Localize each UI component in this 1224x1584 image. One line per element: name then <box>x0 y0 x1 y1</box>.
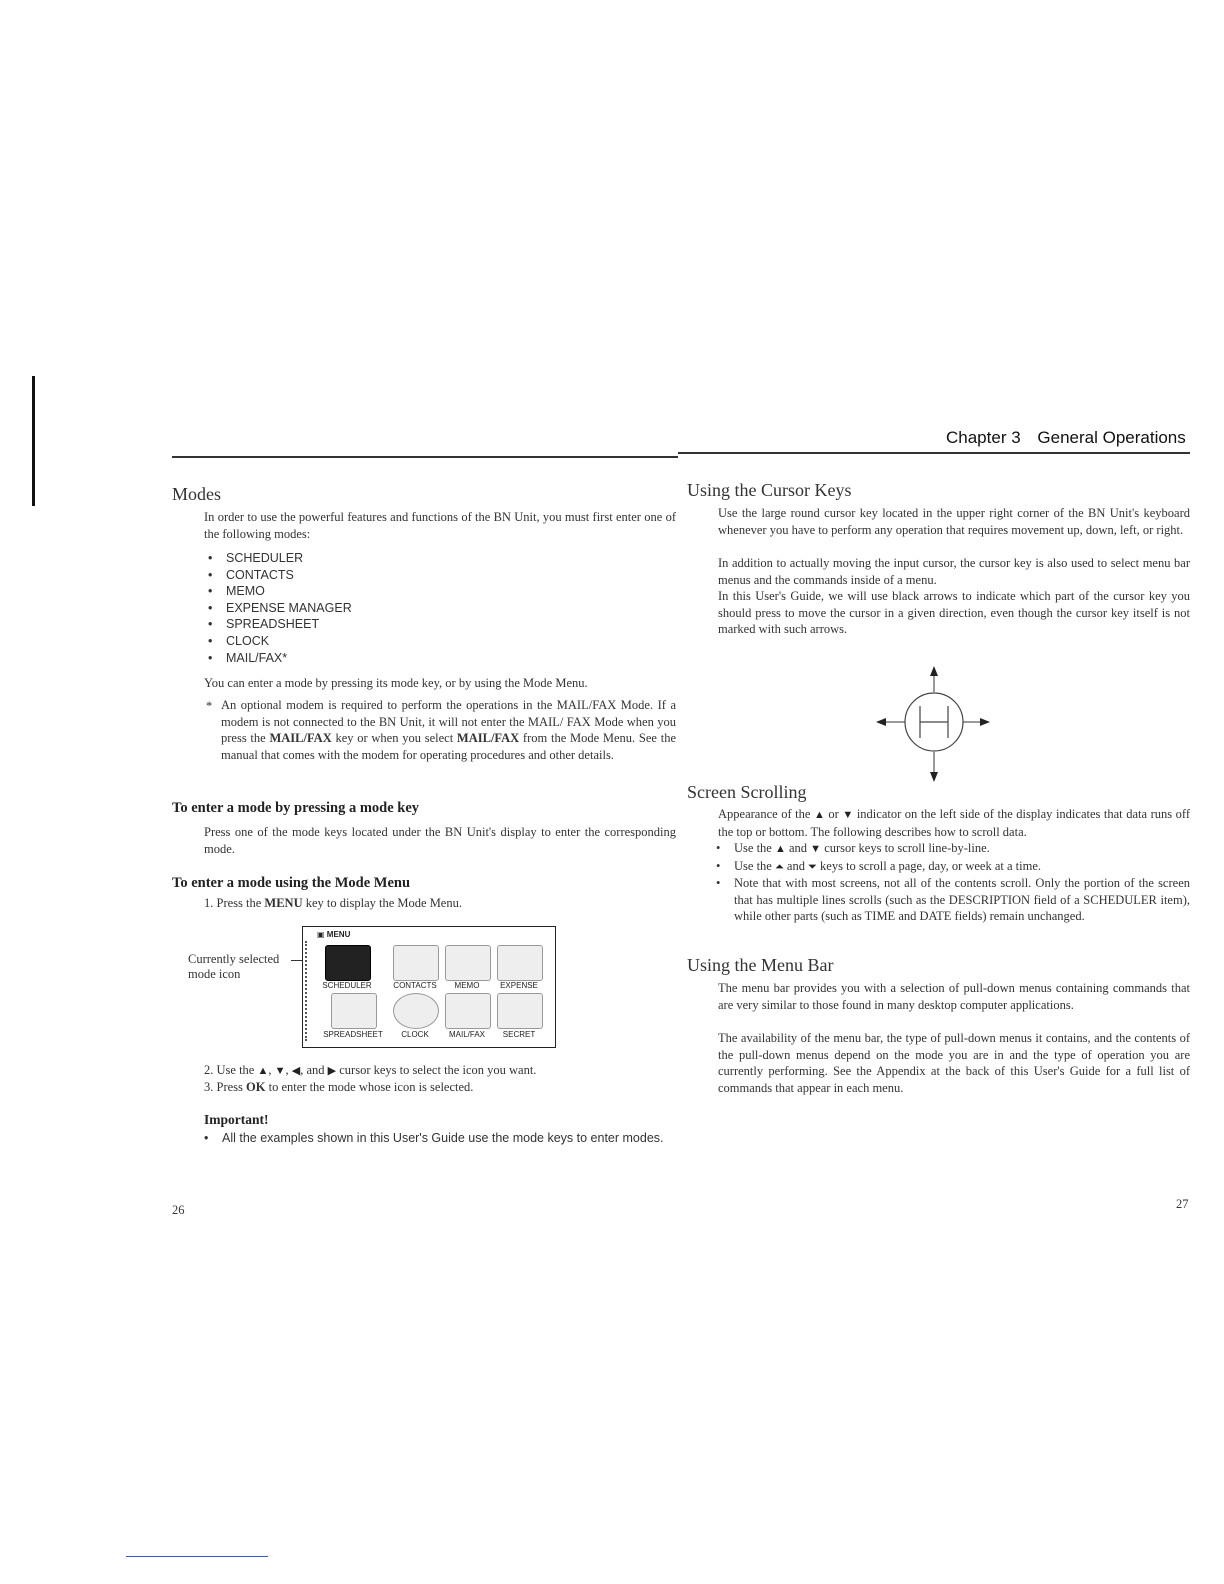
left-arrow-icon: ◀ <box>291 1065 301 1077</box>
modes-heading: Modes <box>172 484 221 504</box>
scrolling-list <box>712 840 1190 925</box>
contacts-icon <box>393 945 439 981</box>
down-arrow-icon <box>930 772 938 782</box>
list-item: • MAIL/FAX* <box>204 650 504 667</box>
icon-label: CONTACTS <box>393 981 437 990</box>
clock-icon <box>393 993 439 1029</box>
list-item: • SPREADSHEET <box>204 616 504 633</box>
icon-label: MAIL/FAX <box>448 1030 485 1039</box>
menu-title-bar <box>317 930 350 939</box>
down-arrow-icon: ▼ <box>274 1065 286 1077</box>
modes-list <box>204 550 504 666</box>
down-arrow-icon: ▼ <box>810 843 822 855</box>
mode-key-heading: To enter a mode by pressing a mode key <box>172 800 420 816</box>
up-arrow-icon: ▲ <box>774 843 786 855</box>
left-arrow-icon <box>876 718 886 726</box>
up-arrow-icon: ▲ <box>814 809 825 821</box>
icon-label: SECRET <box>502 1030 536 1039</box>
menu-bar-p1: The menu bar provides you with a selection of pull-down menus containing commands that are very similar to those found in many desktop computer applications. <box>718 981 1190 1012</box>
list-item: • EXPENSE MANAGER <box>204 600 504 617</box>
binding-edge-mark <box>32 376 35 506</box>
secret-icon <box>497 993 543 1029</box>
enter-mode-text: You can enter a mode by pressing its mode key, or by using the Mode Menu. <box>204 676 588 690</box>
chapter-label: Chapter 3 <box>946 428 1021 447</box>
header-rule-right <box>678 452 1190 454</box>
important-text: • All the examples shown in this User's Guide use the mode keys to enter modes. <box>200 1130 698 1147</box>
menu-title: MENU <box>326 930 351 939</box>
menu-icon: ▣ <box>317 930 325 939</box>
important-heading: Important! <box>204 1112 269 1127</box>
icon-label: CLOCK <box>401 1030 429 1039</box>
step-2: 2. Use the ▲, ▼, ◀, and ▶ cursor keys to select the icon you want. <box>204 1062 676 1080</box>
step-1: 1. Press the MENU key to display the Mode Menu. <box>204 896 462 910</box>
mode-menu-heading: To enter a mode using the Mode Menu <box>172 875 411 891</box>
memo-icon <box>445 945 491 981</box>
chapter-header <box>946 428 1186 448</box>
scheduler-icon <box>325 945 371 981</box>
modes-intro: In order to use the powerful features and functions of the BN Unit, you must first enter one of the following modes: <box>204 510 676 541</box>
icon-label: SPREADSHEET <box>323 1030 383 1039</box>
cursor-key-center <box>920 706 948 738</box>
callout-label: Currently selected mode icon <box>188 952 280 981</box>
step-3: 3. Press OK to enter the mode whose icon is selected. <box>204 1080 474 1094</box>
cursor-keys-heading: Using the Cursor Keys <box>687 480 852 500</box>
menu-bar-p2: The availability of the menu bar, the type of pull-down menus it contains, and the contents of the pull-down menus depend on the mode you are in and the type of operation you are currently performing. See the Appendix at the back of this User's Guide for a full list of commands that appear in each menu. <box>718 1031 1190 1095</box>
menu-bar-heading: Using the Menu Bar <box>687 955 834 975</box>
list-item: • CLOCK <box>204 633 504 650</box>
list-item: • Use the ▲ and ▼ cursor keys to scroll line-by-line. <box>712 840 1190 858</box>
spreadsheet-icon <box>331 993 377 1029</box>
down-arrow-icon: ▼ <box>842 809 854 821</box>
list-item: • Use the ⏶ and ⏷ keys to scroll a page, day, or week at a time. <box>712 858 1190 876</box>
icon-label: EXPENSE <box>500 981 538 990</box>
right-arrow-icon <box>980 718 990 726</box>
cursor-key-diagram <box>868 662 1000 786</box>
cursor-keys-p3: In this User's Guide, we will use black arrows to indicate which part of the cursor key you should press to move the cursor in a given direction, even though the cursor key itself is not marked with such arrows. <box>718 589 1190 637</box>
list-item: • SCHEDULER <box>204 550 504 567</box>
screen-scrolling-heading: Screen Scrolling <box>687 782 807 802</box>
modem-footnote: An optional modem is required to perform the operations in the MAIL/FAX Mode. If a modem is not connected to the BN Unit, it will not enter the MAIL/ FAX Mode when you press the MAIL/FAX key or when you select MAIL/FAX from the Mode Menu. See the manual that comes with the modem for operating procedures and other details. <box>221 698 676 762</box>
page-number-right: 27 <box>1176 1197 1189 1211</box>
bottom-rule-mark <box>126 1556 268 1557</box>
right-arrow-icon: ▶ <box>327 1065 337 1077</box>
up-arrow-icon <box>930 666 938 676</box>
mode-key-text: Press one of the mode keys located under the BN Unit's display to enter the corresponding mode. <box>204 825 676 856</box>
footnote-mark: * <box>206 699 213 713</box>
screen-scrolling-p1: Appearance of the ▲ or ▼ indicator on the left side of the display indicates that data runs off the top or bottom. The following describes how to scroll data. <box>718 807 1190 839</box>
binder-rings <box>305 941 317 1041</box>
page-number-left: 26 <box>172 1203 185 1217</box>
list-item: • CONTACTS <box>204 567 504 584</box>
cursor-keys-p1: Use the large round cursor key located in the upper right corner of the BN Unit's keyboard whenever you have to perform any operation that requires movement up, down, left, or right. <box>718 506 1190 537</box>
up-arrow-icon: ▲ <box>257 1065 269 1077</box>
cursor-keys-p2: In addition to actually moving the input cursor, the cursor key is also used to select menu bar menus and the commands inside of a menu. <box>718 556 1190 587</box>
icon-label: MEMO <box>454 981 480 990</box>
page-down-icon: ⏷ <box>808 860 817 873</box>
page-up-icon: ⏶ <box>774 860 784 873</box>
mailfax-icon <box>445 993 491 1029</box>
mode-menu-screen <box>302 926 556 1048</box>
list-item: • MEMO <box>204 583 504 600</box>
header-rule-left <box>172 456 678 458</box>
list-item: • Note that with most screens, not all of the contents scroll. Only the portion of the screen that has multiple lines scrolls (such as the DESCRIPTION field of a SCHEDULER item), while other parts (such as TIME and DATE fields) remain unchanged. <box>712 875 1190 925</box>
icon-label: SCHEDULER <box>322 981 372 990</box>
expense-icon <box>497 945 543 981</box>
chapter-title: General Operations <box>1037 428 1186 447</box>
